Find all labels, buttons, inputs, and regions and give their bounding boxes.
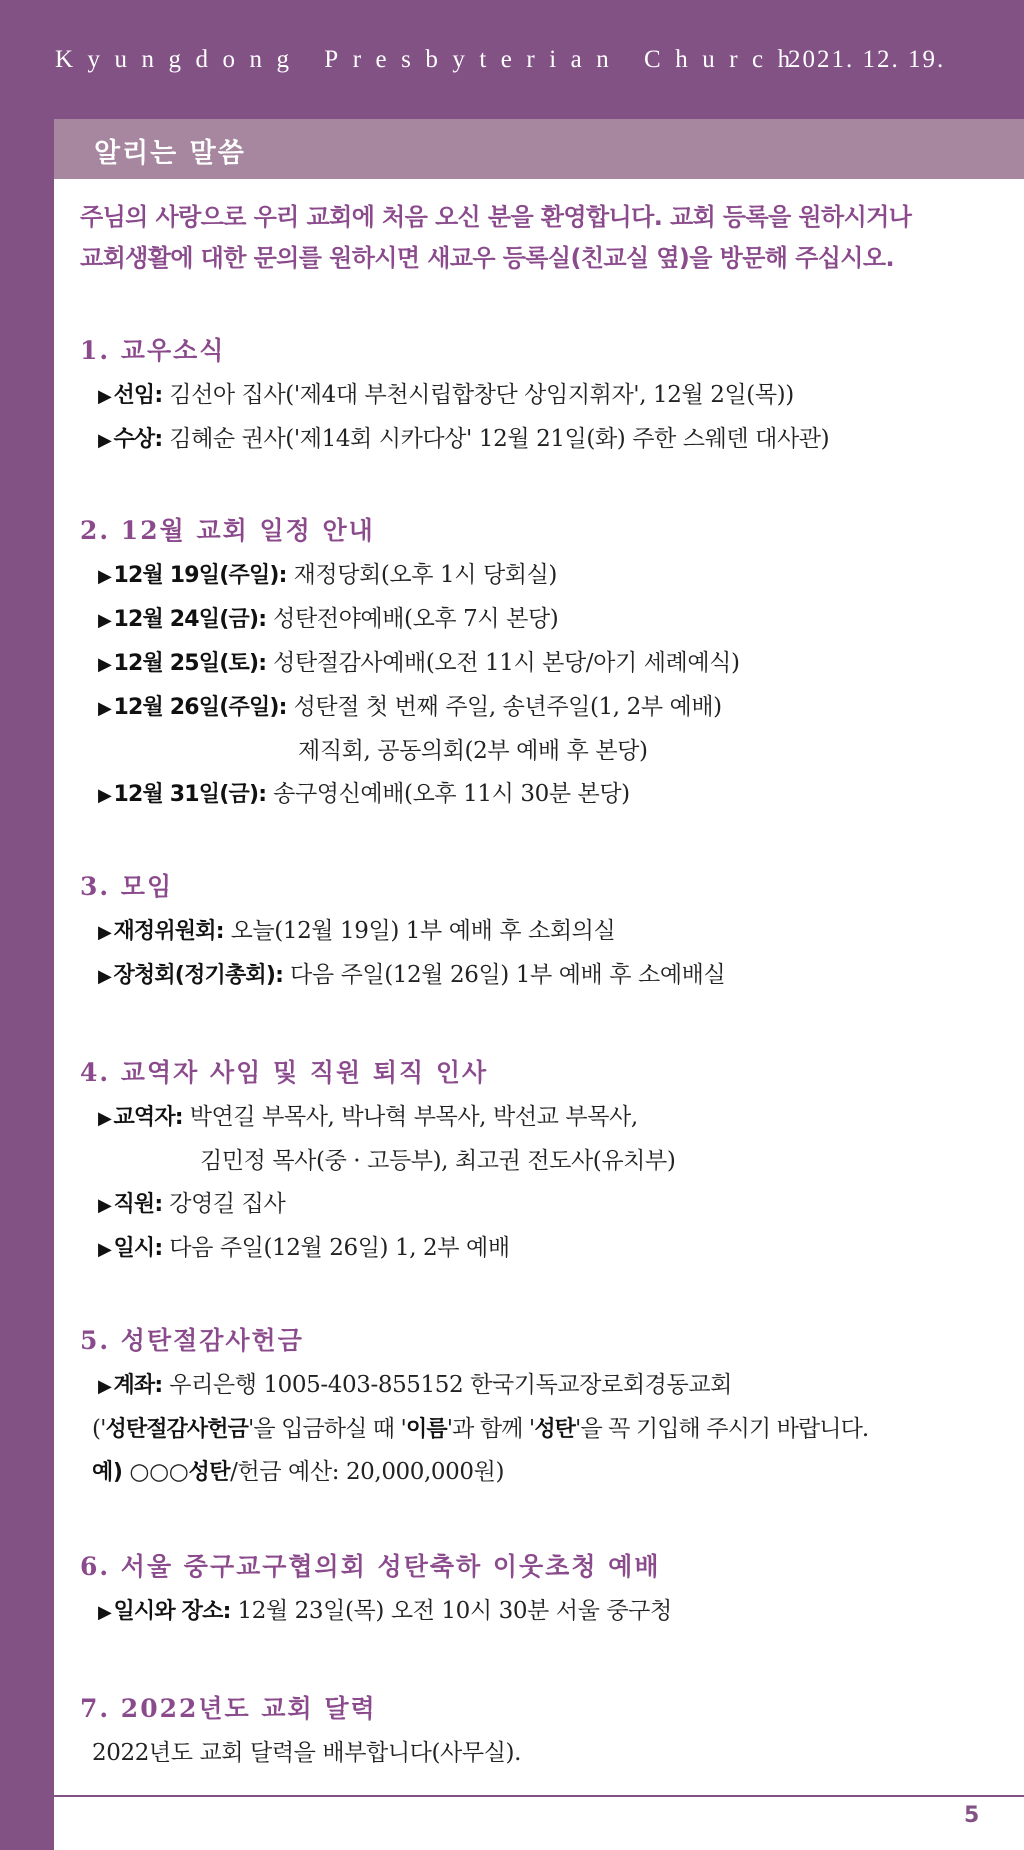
- notice-member-news: [80, 330, 1000, 462]
- line-label: 12월 31일(금):: [113, 782, 267, 807]
- welcome-message: [80, 197, 1000, 279]
- line-label: 12월 25일(토):: [113, 651, 267, 676]
- line-label: 교역자:: [113, 1105, 183, 1130]
- notice-line: [80, 418, 1000, 462]
- text-part-bold: 성탄절감사헌금: [105, 1417, 248, 1442]
- notice-line: [80, 686, 1000, 730]
- text-part-bold: 성탄: [188, 1460, 231, 1485]
- notice-line: [80, 554, 1000, 598]
- line-text: 김혜순 권사('제14회 시카다상' 12월 21일(화) 주한 스웨덴 대사관): [162, 426, 830, 452]
- text-part: '을 입금하실 때 ': [247, 1416, 406, 1442]
- line-label: 일시와 장소:: [113, 1599, 231, 1624]
- notice-neighbor-worship: [80, 1546, 1000, 1634]
- triangle-right-icon: ▶: [98, 610, 112, 631]
- line-label: 장청회(정기총회):: [113, 963, 284, 988]
- triangle-right-icon: ▶: [98, 386, 112, 407]
- notice-line: [80, 1227, 1000, 1271]
- notice-line: [80, 910, 1000, 954]
- notice-heading: 5. 성탄절감사헌금: [80, 1326, 304, 1355]
- notice-heading: 4. 교역자 사임 및 직원 퇴직 인사: [80, 1058, 489, 1087]
- triangle-right-icon: ▶: [98, 785, 112, 806]
- notice-line: [80, 374, 1000, 418]
- bulletin-date: 2021. 12. 19.: [788, 46, 946, 73]
- offering-instructions: [80, 1408, 1000, 1451]
- notice-line: [80, 1183, 1000, 1227]
- triangle-right-icon: ▶: [98, 1195, 112, 1216]
- triangle-right-icon: ▶: [98, 1602, 112, 1623]
- notice-line: 2022년도 교회 달력을 배부합니다(사무실).: [92, 1740, 521, 1766]
- line-text: 송구영신예배(오후 11시 30분 본당): [266, 781, 630, 807]
- left-decorative-bar: [0, 0, 54, 1850]
- triangle-right-icon: ▶: [98, 1239, 112, 1260]
- notice-line: [80, 598, 1000, 642]
- line-label: 일시:: [113, 1236, 163, 1261]
- line-text: 다음 주일(12월 26일) 1, 2부 예배: [162, 1235, 510, 1261]
- notice-meetings: [80, 866, 1000, 998]
- line-text: 다음 주일(12월 26일) 1부 예배 후 소예배실: [283, 962, 726, 988]
- notice-line: [80, 954, 1000, 998]
- welcome-line: 주님의 사랑으로 우리 교회에 처음 오신 분을 환영합니다. 교회 등록을 원하시거나: [80, 203, 912, 231]
- line-text: 오늘(12월 19일) 1부 예배 후 소회의실: [223, 918, 616, 944]
- line-label: 12월 19일(주일):: [113, 563, 287, 588]
- line-text: 재정당회(오후 1시 당회실): [286, 562, 557, 588]
- text-part: /헌금 예산: 20,000,000원): [230, 1459, 505, 1485]
- line-text: 성탄절감사예배(오전 11시 본당/아기 세례예식): [266, 650, 740, 676]
- welcome-line: 교회생활에 대한 문의를 원하시면 새교우 등록실(친교실 옆)을 방문해 주십시오.: [80, 244, 894, 272]
- triangle-right-icon: ▶: [98, 1376, 112, 1397]
- page-number: 5: [964, 1803, 980, 1828]
- notice-line: [80, 1364, 1000, 1408]
- line-text: 성탄절 첫 번째 주일, 송년주일(1, 2부 예배): [286, 694, 722, 720]
- line-label: 계좌:: [113, 1373, 163, 1398]
- triangle-right-icon: ▶: [98, 430, 112, 451]
- notice-december-schedule: [80, 510, 1000, 817]
- line-text: 강영길 집사: [162, 1191, 286, 1217]
- line-label: 12월 26일(주일):: [113, 695, 287, 720]
- text-part: (': [92, 1416, 106, 1442]
- line-text: 김선아 집사('제4대 부천시립합창단 상임지휘자', 12월 2일(목)): [162, 382, 794, 408]
- triangle-right-icon: ▶: [98, 566, 112, 587]
- notice-heading: 6. 서울 중구교구협의회 성탄축하 이웃초청 예배: [80, 1552, 661, 1581]
- line-text: 성탄전야예배(오후 7시 본당): [266, 606, 559, 632]
- triangle-right-icon: ▶: [98, 1108, 112, 1129]
- triangle-right-icon: ▶: [98, 966, 112, 987]
- triangle-right-icon: ▶: [98, 698, 112, 719]
- line-label: 12월 24일(금):: [113, 607, 267, 632]
- line-label: 수상:: [113, 427, 163, 452]
- triangle-right-icon: ▶: [98, 654, 112, 675]
- notice-calendar: [80, 1688, 1000, 1775]
- notice-staff-resignation: [80, 1052, 1000, 1271]
- notice-heading: 2. 12월 교회 일정 안내: [80, 516, 375, 545]
- notice-line-continuation: 제직회, 공동의회(2부 예배 후 본당): [298, 738, 648, 764]
- section-title: 알리는 말씀: [94, 138, 246, 169]
- line-label: 선임:: [113, 383, 163, 408]
- notice-line-continuation: 김민정 목사(중 · 고등부), 최고권 전도사(유치부): [200, 1148, 676, 1174]
- notice-heading: 7. 2022년도 교회 달력: [80, 1694, 377, 1723]
- notice-line: [80, 1590, 1000, 1634]
- section-title-band: [54, 119, 1024, 179]
- church-name: Kyungdong Presbyterian Church: [55, 46, 805, 73]
- notice-christmas-offering: [80, 1320, 1000, 1494]
- offering-example: [80, 1451, 1000, 1494]
- footer-divider: [54, 1795, 1024, 1797]
- notice-heading: 1. 교우소식: [80, 336, 226, 365]
- line-text: 12월 23일(목) 오전 10시 30분 서울 중구청: [230, 1598, 672, 1624]
- notice-line: [80, 773, 1000, 817]
- triangle-right-icon: ▶: [98, 922, 112, 943]
- notice-heading: 3. 모임: [80, 872, 174, 901]
- line-text: 우리은행 1005-403-855152 한국기독교장로회경동교회: [162, 1372, 732, 1398]
- notice-line: [80, 642, 1000, 686]
- text-part-bold: 이름: [405, 1417, 447, 1442]
- text-part: '을 꼭 기입해 주시기 바랍니다.: [575, 1416, 869, 1442]
- notice-line: [80, 1096, 1000, 1140]
- line-label: 재정위원회:: [113, 919, 224, 944]
- text-part: ○○○: [122, 1459, 189, 1485]
- text-part: '과 함께 ': [446, 1416, 535, 1442]
- line-text: 박연길 부목사, 박나혁 부목사, 박선교 부목사,: [182, 1104, 638, 1130]
- text-part-bold: 성탄: [534, 1417, 576, 1442]
- text-part-bold: 예): [92, 1460, 123, 1485]
- line-label: 직원:: [113, 1192, 163, 1217]
